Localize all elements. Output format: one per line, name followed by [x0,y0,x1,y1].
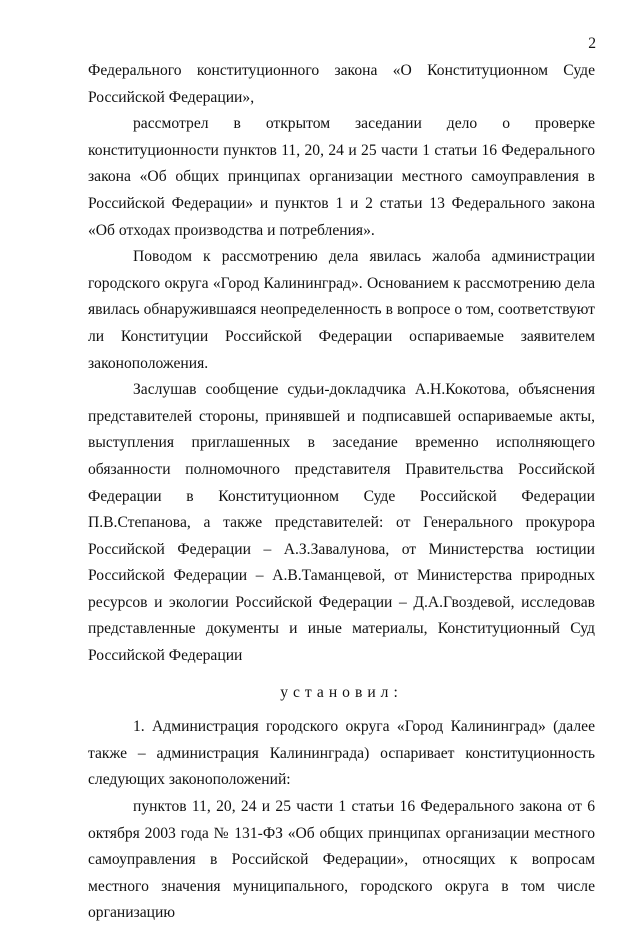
paragraph: 1. Администрация городского округа «Город Калининград» (далее также – администрация Калининграда) оспаривает конституционность следующих законоположений: [88,718,595,789]
document-body [88,58,595,927]
paragraph: Поводом к рассмотрению дела явилась жалоба администрации городского округа «Город Калининград». Основанием к рассмотрению дела явилась обнаружившаяся неопределенность в вопросе о том, соответствуют ли Конституции Российской Федерации оспариваемые заявителем законоположения. [88,248,595,372]
paragraph: рассмотрел в открытом заседании дело о проверке конституционности пунктов 11, 20, 24 и 25 части 1 статьи 16 Федерального закона «Об общих принципах организации местного самоуправления в Российской Федерации» и пунктов 1 и 2 статьи 13 Федерального закона «Об отходах производства и потребления». [88,115,595,239]
paragraph: пунктов 11, 20, 24 и 25 части 1 статьи 16 Федерального закона от 6 октября 2003 года № 131-ФЗ «Об общих принципах организации местного самоуправления в Российской Федерации», относящих к вопросам местного значения муниципального, городского округа в том числе организацию [88,798,595,922]
paragraph: Федерального конституционного закона «О Конституционном Суде Российской Федерации», [88,62,595,106]
page-number: 2 [588,35,596,52]
paragraph: Заслушав сообщение судьи-докладчика А.Н.Кокотова, объяснения представителей стороны, принявшей и подписавшей оспариваемые акты, выступления приглашенных в заседание временно исполняющего обязанности полномочного представителя Правительства Российской Федерации в Конституционном Суде Российской Федерации П.В.Степанова, а также представителей: от Генерального прокурора Российской Федерации – А.З.Завалунова, от Министерства юстиции Российской Федерации – А.В.Таманцевой, от Министерства природных ресурсов и экологии Российской Федерации – Д.А.Гвоздевой, исследовав представленные документы и иные материалы, Конституционный Суд Российской Федерации [88,381,595,665]
section-heading: установил: [280,683,403,701]
